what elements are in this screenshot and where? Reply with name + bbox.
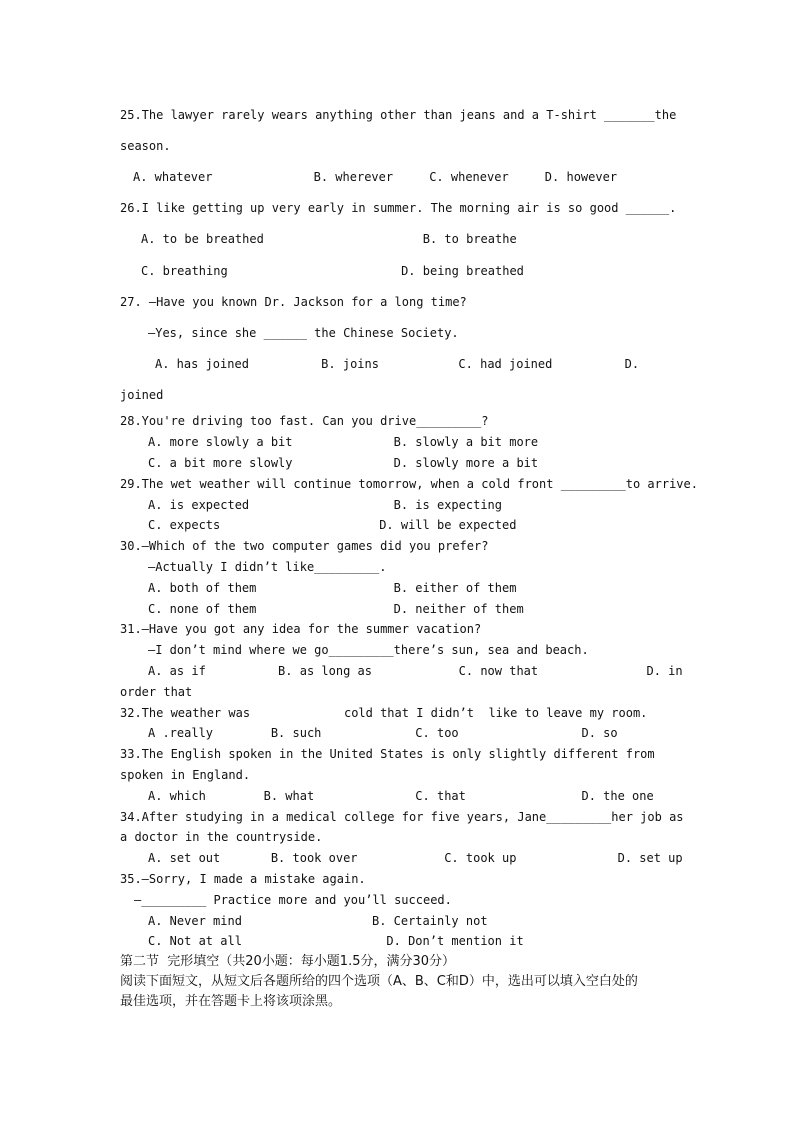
q25-stem-line-2: season. — [120, 139, 171, 153]
q34-stem-line-1: 34.After studying in a medical college for five years, Jane_________her job as — [120, 810, 684, 824]
section2-title: 第二节 完形填空（共20小题：每小题1.5分，满分30分） — [120, 954, 456, 969]
q32-stem: 32.The weather was cold that I didn’t like to leave my room. — [120, 706, 648, 720]
q25-options: A. whatever B. wherever C. whenever D. however — [133, 170, 618, 184]
q26-stem: 26.I like getting up very early in summer. The morning air is so good ______. — [120, 201, 677, 215]
q30-options-line-1: A. both of them B. either of them — [148, 581, 517, 595]
q32-options: A .really B. such C. too D. so — [148, 726, 618, 740]
q30-stem-line-2: —Actually I didn’t like_________. — [148, 560, 387, 574]
q35-stem-line-2: —_________ Practice more and you’ll succeed. — [134, 893, 452, 907]
q28-stem: 28.You're driving too fast. Can you drive_________? — [120, 414, 489, 428]
q30-options-line-2: C. none of them D. neither of them — [148, 602, 524, 616]
q29-options-line-2: C. expects D. will be expected — [148, 518, 517, 532]
q28-options-line-2: C. a bit more slowly D. slowly more a bit — [148, 456, 539, 470]
q28-options-line-1: A. more slowly a bit B. slowly a bit more — [148, 435, 539, 449]
q26-options-line-1: A. to be breathed B. to breathe — [141, 232, 517, 246]
q33-stem-line-2: spoken in England. — [120, 768, 251, 782]
q35-stem-line-1: 35.—Sorry, I made a mistake again. — [120, 872, 366, 886]
q26-options-line-2: C. breathing D. being breathed — [141, 264, 524, 278]
q34-stem-line-2: a doctor in the countryside. — [120, 830, 323, 844]
q27-stem-line-1: 27. —Have you known Dr. Jackson for a long time? — [120, 295, 467, 309]
q27-options: A. has joined B. joins C. had joined D. — [155, 357, 640, 371]
q31-options-continued: order that — [120, 685, 193, 699]
q35-options-line-1: A. Never mind B. Certainly not — [148, 914, 488, 928]
q33-stem-line-1: 33.The English spoken in the United States is only slightly different from — [120, 747, 655, 761]
q25-stem-line-1: 25.The lawyer rarely wears anything other than jeans and a T-shirt _______the — [120, 108, 677, 122]
q31-stem-line-2: —I don’t mind where we go_________there’s sun, sea and beach. — [148, 643, 589, 657]
q34-options: A. set out B. took over C. took up D. set up — [148, 851, 683, 865]
section2-instructions-line-2: 最佳选项，并在答题卡上将该项涂黑。 — [120, 994, 342, 1009]
section2-instructions-line-1: 阅读下面短文，从短文后各题所给的四个选项（A、B、C和D）中，选出可以填入空白处的 — [120, 974, 638, 989]
q31-options: A. as if B. as long as C. now that D. in — [148, 664, 683, 678]
q30-stem-line-1: 30.—Which of the two computer games did you prefer? — [120, 539, 489, 553]
q27-options-continued: joined — [120, 388, 164, 402]
q29-stem: 29.The wet weather will continue tomorrow, when a cold front _________to arrive. — [120, 477, 698, 491]
q35-options-line-2: C. Not at all D. Don’t mention it — [148, 934, 524, 948]
q27-stem-line-2: —Yes, since she ______ the Chinese Society. — [148, 326, 459, 340]
q33-options: A. which B. what C. that D. the one — [148, 789, 654, 803]
q31-stem-line-1: 31.—Have you got any idea for the summer vacation? — [120, 622, 482, 636]
q29-options-line-1: A. is expected B. is expecting — [148, 498, 503, 512]
